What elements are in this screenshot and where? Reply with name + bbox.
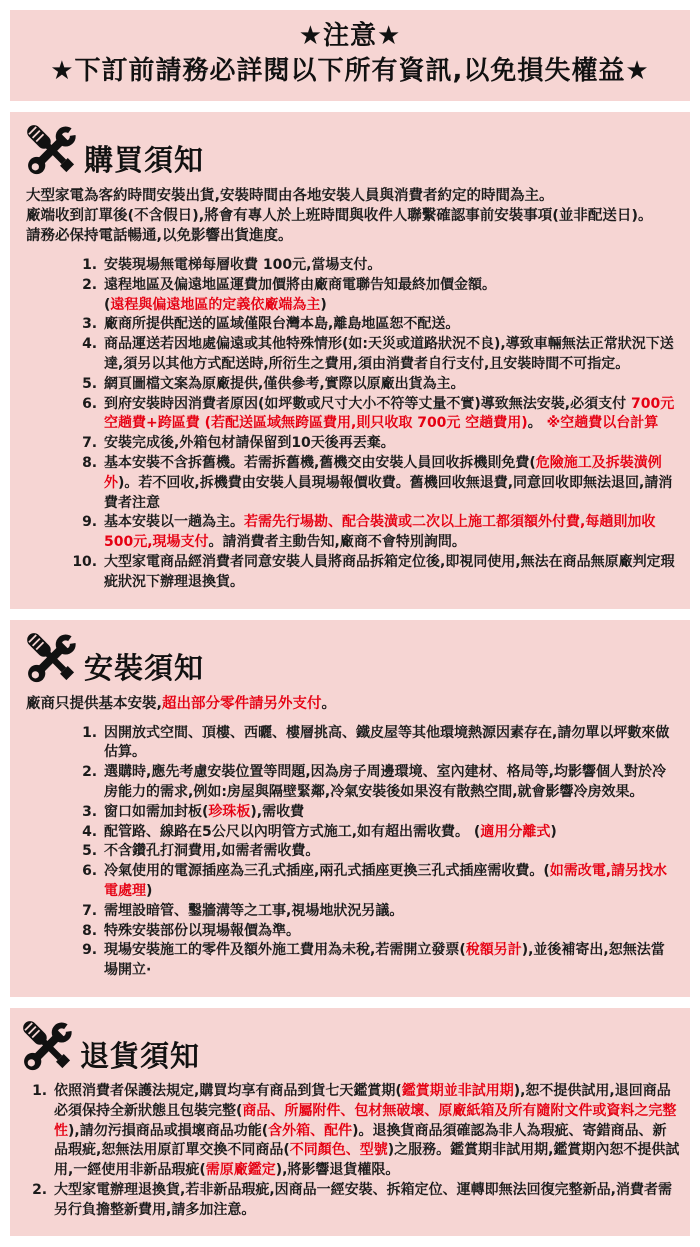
notice-header bbox=[10, 10, 690, 101]
highlighted-text: 遠程與偏遠地區的定義依廠端為主 bbox=[110, 296, 321, 313]
notice-text: 廠商只提供基本安裝, bbox=[26, 695, 163, 712]
notice-text: 不含鑽孔打洞費用,如需者需收費。 bbox=[104, 843, 320, 860]
list-item bbox=[102, 335, 676, 375]
notice-text: 。 bbox=[321, 695, 337, 712]
list-item bbox=[102, 902, 676, 922]
tools-icon bbox=[24, 122, 82, 180]
section-title: 退貨須知 bbox=[80, 1038, 201, 1073]
intro-line bbox=[26, 694, 676, 714]
notice-text: 大型家電為客約時間安裝出貨,安裝時間由各地安裝人員與消費者約定的時間為主。 bbox=[26, 188, 554, 204]
notice-text: ),將影響退貨權限。 bbox=[275, 1162, 400, 1179]
notice-text: ) bbox=[320, 296, 327, 313]
highlighted-text: 鑑賞期並非試用期 bbox=[401, 1082, 514, 1099]
highlighted-text: 需原廠鑑定 bbox=[205, 1162, 276, 1179]
list-item bbox=[102, 256, 676, 276]
intro-line bbox=[26, 226, 676, 246]
highlighted-text: 含外箱、配件 bbox=[268, 1122, 353, 1139]
intro-line bbox=[26, 206, 676, 226]
notice-text: 廠端收到訂單後(不含假日),將會有專人於上班時間與收件人聯繫確認事前安裝事項(並非配送日)。 bbox=[26, 208, 653, 224]
notice-text: ) bbox=[146, 882, 153, 899]
list-item bbox=[102, 842, 676, 862]
notice-text: 基本安裝以一趟為主。 bbox=[104, 514, 244, 531]
notice-header-line-1: ★注意★ bbox=[298, 21, 402, 51]
highlighted-text: ※空趟費以台計算 bbox=[546, 415, 659, 432]
tools-icon bbox=[20, 1018, 78, 1076]
notice-text: 網頁圖檔文案為原廠提供,僅供參考,實際以原廠出貨為主。 bbox=[104, 375, 465, 392]
highlighted-text: 超出部分零件請另外支付 bbox=[162, 695, 322, 712]
intro-line bbox=[26, 186, 676, 206]
highlighted-text: 珍珠板 bbox=[208, 803, 251, 820]
section-header bbox=[24, 122, 676, 180]
section-header bbox=[24, 630, 676, 688]
highlighted-text: (若配送區域無跨區費用,則只收取 700元 空趟費用) bbox=[204, 415, 528, 432]
highlighted-text: 適用分離式 bbox=[480, 823, 551, 840]
notice-text: ),需收費 bbox=[250, 803, 305, 820]
notice-text: 現場安裝施工的零件及額外施工費用為未稅,若需開立發票( bbox=[104, 942, 466, 959]
notice-text: 需埋設暗管、鑿牆溝等之工事,視場地狀況另議。 bbox=[104, 902, 404, 919]
notice-text: 請務必保持電話暢通,以免影響出貨進度。 bbox=[26, 228, 293, 244]
list-item bbox=[102, 724, 676, 764]
section-return-notice bbox=[10, 1008, 690, 1237]
notice-text: 窗口如需加封板( bbox=[104, 803, 209, 820]
list-item bbox=[102, 823, 676, 843]
notice-text: )。退換貨商品須確認為非人為瑕疵、寄錯商品、新品瑕疵,恕無法用原訂單交換不同商品( bbox=[54, 1122, 667, 1159]
highlighted-text: 商品、所屬附件、包材無破壞、原廠紙箱及所有隨附文件或資料之完整性 bbox=[54, 1102, 677, 1139]
notice-text: 大型家電辦理退換貨,若非新品瑕疵,因商品一經安裝、拆箱定位、運轉即無法回復完整新品,消費者需另行負擔整新費用,請多加注意。 bbox=[54, 1181, 672, 1218]
section-intro bbox=[26, 186, 676, 246]
notice-text: 選購時,應先考慮安裝位置等問題,因為房子周邊環境、室內建材、格局等,均影響個人對於冷房能力的需求,例如:房屋與隔壁緊鄰,冷氣安裝後如果沒有散熱空間,就會影響冷房效果。 bbox=[104, 764, 666, 800]
notice-list bbox=[20, 1082, 680, 1221]
highlighted-text: 危險施工及拆裝潢例外 bbox=[104, 454, 662, 491]
notice-text: ),請勿污損商品或損壞商品功能( bbox=[68, 1122, 269, 1139]
list-item bbox=[52, 1181, 680, 1221]
notice-text: 冷氣使用的電源插座為三孔式插座,兩孔式插座更換三孔式插座需收費。( bbox=[104, 863, 550, 880]
notice-text: 。 bbox=[527, 415, 547, 432]
section-header bbox=[20, 1018, 680, 1076]
notice-text: 基本安裝不含拆舊機。若需拆舊機,舊機交由安裝人員回收拆機則免費( bbox=[104, 454, 536, 471]
list-item bbox=[102, 763, 676, 803]
notice-list bbox=[24, 256, 676, 593]
notice-text: 安裝完成後,外箱包材請保留到10天後再丟棄。 bbox=[104, 435, 395, 452]
list-item bbox=[102, 375, 676, 395]
list-item bbox=[102, 276, 676, 316]
highlighted-text: 700元空趟費+跨區費 bbox=[104, 395, 675, 432]
notice-text: )之服務。鑑賞期非試用期,鑑賞期內恕不提供試用,一經使用非新品瑕疵( bbox=[54, 1142, 680, 1179]
highlighted-text: 不同顏色、型號 bbox=[289, 1142, 388, 1159]
list-item bbox=[102, 803, 676, 823]
list-item bbox=[102, 513, 676, 553]
list-item bbox=[102, 862, 676, 902]
list-item bbox=[102, 922, 676, 942]
tools-icon bbox=[24, 630, 82, 688]
notice-list bbox=[24, 724, 676, 981]
section-purchase-notice bbox=[10, 112, 690, 609]
notice-text: 安裝現場無電梯每層收費 100元,當場支付。 bbox=[104, 257, 382, 273]
highlighted-text: 如需改電,請另找水電處理 bbox=[104, 863, 668, 899]
list-item bbox=[52, 1082, 680, 1181]
notice-text: 到府安裝時因消費者原因(如坪數或尺寸大小不符等丈量不實)導致無法安裝,必須支付 bbox=[104, 395, 631, 412]
section-intro bbox=[26, 694, 676, 714]
notice-text: 大型家電商品經消費者同意安裝人員將商品拆箱定位後,即視同使用,無法在商品無原廠判定瑕疵狀況下辦理退換貨。 bbox=[104, 553, 675, 590]
list-item bbox=[102, 395, 676, 435]
notice-text: ( bbox=[104, 296, 111, 313]
list-item bbox=[102, 454, 676, 513]
notice-text: ),恕不提供試用,退回商品必須保持全新狀態且包裝完整( bbox=[54, 1082, 671, 1119]
notice-text: 廠商所提供配送的區域僅限台灣本島,離島地區恕不配送。 bbox=[104, 316, 460, 333]
notice-text: ) bbox=[550, 823, 557, 840]
section-title: 安裝須知 bbox=[84, 650, 205, 685]
list-item bbox=[102, 434, 676, 454]
section-install-notice bbox=[10, 620, 690, 997]
notice-text: 特殊安裝部份以現場報價為準。 bbox=[104, 922, 300, 939]
section-title: 購買須知 bbox=[84, 143, 205, 177]
highlighted-text: 若需先行場勘、配合裝潢或二次以上施工都須額外付費,每趟則加收 500元,現場支付 bbox=[104, 514, 656, 551]
notice-text: 依照消費者保護法規定,購買均享有商品到貨七天鑑賞期( bbox=[54, 1082, 402, 1099]
notice-text: )。若不回收,拆機費由安裝人員現場報價收費。舊機回收無退費,同意回收即無法退回,請消費者注意 bbox=[104, 474, 673, 511]
list-item bbox=[102, 941, 676, 981]
notice-text: 。請消費者主動告知,廠商不會特別詢問。 bbox=[208, 534, 466, 551]
notice-text: 遠程地區及偏遠地區運費加價將由廠商電聯告知最終加價金額。 bbox=[104, 276, 496, 293]
list-item bbox=[102, 315, 676, 335]
highlighted-text: 稅額另計 bbox=[465, 942, 522, 959]
notice-header-line-2: ★下訂前請務必詳閱以下所有資訊,以免損失權益★ bbox=[50, 56, 650, 86]
notice-text: 因開放式空間、頂樓、西曬、樓層挑高、鐵皮屋等其他環境熱源因素存在,請勿單以坪數來做估算。 bbox=[104, 724, 670, 761]
list-item bbox=[102, 553, 676, 593]
notice-text: 商品運送若因地處偏遠或其他特殊情形(如:天災或道路狀況不良),導致車輛無法正常狀況下送達,須另以其他方式配送時,所衍生之費用,須由消費者自行支付,且安裝時間不可指定。 bbox=[104, 336, 674, 372]
notice-text: 配管路、線路在5公尺以內明管方式施工,如有超出需收費。 ( bbox=[104, 823, 481, 840]
notice-text: ),並後補寄出,恕無法當場開立· bbox=[104, 942, 665, 979]
